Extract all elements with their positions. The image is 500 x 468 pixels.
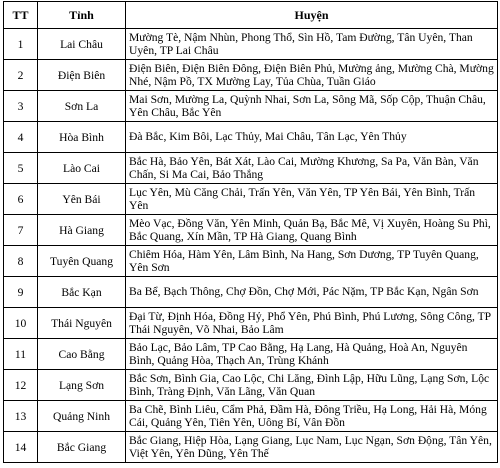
table-row	[4, 60, 498, 91]
province-cell: Bắc Kạn	[38, 277, 126, 308]
table-row	[4, 153, 498, 184]
table-body	[4, 29, 498, 463]
districts-cell: Mèo Vạc, Đồng Văn, Yên Minh, Quản Bạ, Bắc Mê, Vị Xuyên, Hoàng Su Phì, Bắc Quang, Xín Mần, TP Hà Giang, Quang Bình	[126, 215, 498, 246]
districts-cell: Chiêm Hóa, Hàm Yên, Lâm Bình, Na Hang, Sơn Dương, TP Tuyên Quang, Yên Sơn	[126, 246, 498, 277]
districts-cell: Bắc Giang, Hiệp Hòa, Lạng Giang, Lục Nam, Lục Ngạn, Sơn Động, Tân Yên, Việt Yên, Yên Dũng, Yên Thế	[126, 432, 498, 463]
districts-cell: Đà Bắc, Kim Bôi, Lạc Thủy, Mai Châu, Tân Lạc, Yên Thủy	[126, 122, 498, 153]
province-cell: Điện Biên	[38, 60, 126, 91]
province-cell: Cao Bằng	[38, 339, 126, 370]
row-number-cell: 5	[4, 153, 38, 184]
districts-cell: Điện Biên, Điện Biên Đông, Điện Biên Phủ, Mường ảng, Mường Chà, Mường Nhé, Nậm Pồ, TX Mường Lay, Tủa Chùa, Tuần Giáo	[126, 60, 498, 91]
district-table	[3, 1, 498, 463]
table-row	[4, 432, 498, 463]
header-province: Tỉnh	[38, 2, 126, 29]
districts-cell: Bảo Lạc, Bảo Lâm, TP Cao Bằng, Hạ Lang, Hà Quảng, Hoà An, Nguyên Bình, Quảng Hòa, Thạch An, Trùng Khánh	[126, 339, 498, 370]
table-row	[4, 308, 498, 339]
row-number-cell: 9	[4, 277, 38, 308]
row-number-cell: 8	[4, 246, 38, 277]
districts-cell: Lục Yên, Mù Căng Chải, Trấn Yên, Văn Yên, TP Yên Bái, Yên Bình, Trấn Yên	[126, 184, 498, 215]
row-number-cell: 1	[4, 29, 38, 60]
districts-cell: Bắc Hà, Bảo Yên, Bát Xát, Lào Cai, Mường Khương, Sa Pa, Văn Bàn, Văn Chấn, Si Ma Cai, Bảo Thắng	[126, 153, 498, 184]
districts-cell: Ba Chẽ, Bình Liêu, Cẩm Phả, Đầm Hà, Đông Triều, Hạ Long, Hải Hà, Móng Cái, Quảng Yên, Tiên Yên, Uông Bí, Vân Đồn	[126, 401, 498, 432]
row-number-cell: 12	[4, 370, 38, 401]
districts-cell: Mai Sơn, Mường La, Quỳnh Nhai, Sơn La, Sông Mã, Sốp Cộp, Thuận Châu, Yên Châu, Bắc Yên	[126, 91, 498, 122]
table-row	[4, 122, 498, 153]
table-row	[4, 401, 498, 432]
row-number-cell: 4	[4, 122, 38, 153]
header-row	[4, 2, 498, 29]
province-cell: Tuyên Quang	[38, 246, 126, 277]
province-cell: Bắc Giang	[38, 432, 126, 463]
province-cell: Hà Giang	[38, 215, 126, 246]
table-row	[4, 277, 498, 308]
table-row	[4, 215, 498, 246]
header-districts: Huyện	[126, 2, 498, 29]
province-cell: Quảng Ninh	[38, 401, 126, 432]
row-number-cell: 7	[4, 215, 38, 246]
table-row	[4, 246, 498, 277]
row-number-cell: 13	[4, 401, 38, 432]
row-number-cell: 14	[4, 432, 38, 463]
province-cell: Lai Châu	[38, 29, 126, 60]
table-row	[4, 29, 498, 60]
table-row	[4, 339, 498, 370]
districts-cell: Đại Từ, Định Hóa, Đồng Hỷ, Phổ Yên, Phú Bình, Phú Lương, Sông Công, TP Thái Nguyên, Võ Nhai, Bảo Lâm	[126, 308, 498, 339]
row-number-cell: 2	[4, 60, 38, 91]
table-row	[4, 370, 498, 401]
districts-cell: Mường Tè, Nậm Nhùn, Phong Thổ, Sìn Hồ, Tam Đường, Tân Uyên, Than Uyên, TP Lai Châu	[126, 29, 498, 60]
row-number-cell: 11	[4, 339, 38, 370]
row-number-cell: 10	[4, 308, 38, 339]
table-row	[4, 91, 498, 122]
districts-cell: Bắc Sơn, Bình Gia, Cao Lộc, Chi Lăng, Đình Lập, Hữu Lũng, Lạng Sơn, Lộc Bình, Tràng Định, Văn Lãng, Văn Quan	[126, 370, 498, 401]
province-cell: Thái Nguyên	[38, 308, 126, 339]
table-row	[4, 184, 498, 215]
row-number-cell: 6	[4, 184, 38, 215]
province-cell: Lào Cai	[38, 153, 126, 184]
header-tt: TT	[4, 2, 38, 29]
province-cell: Yên Bái	[38, 184, 126, 215]
province-cell: Lạng Sơn	[38, 370, 126, 401]
row-number-cell: 3	[4, 91, 38, 122]
province-cell: Hòa Bình	[38, 122, 126, 153]
province-cell: Sơn La	[38, 91, 126, 122]
districts-cell: Ba Bể, Bạch Thông, Chợ Đồn, Chợ Mới, Pác Nặm, TP Bắc Kạn, Ngân Sơn	[126, 277, 498, 308]
